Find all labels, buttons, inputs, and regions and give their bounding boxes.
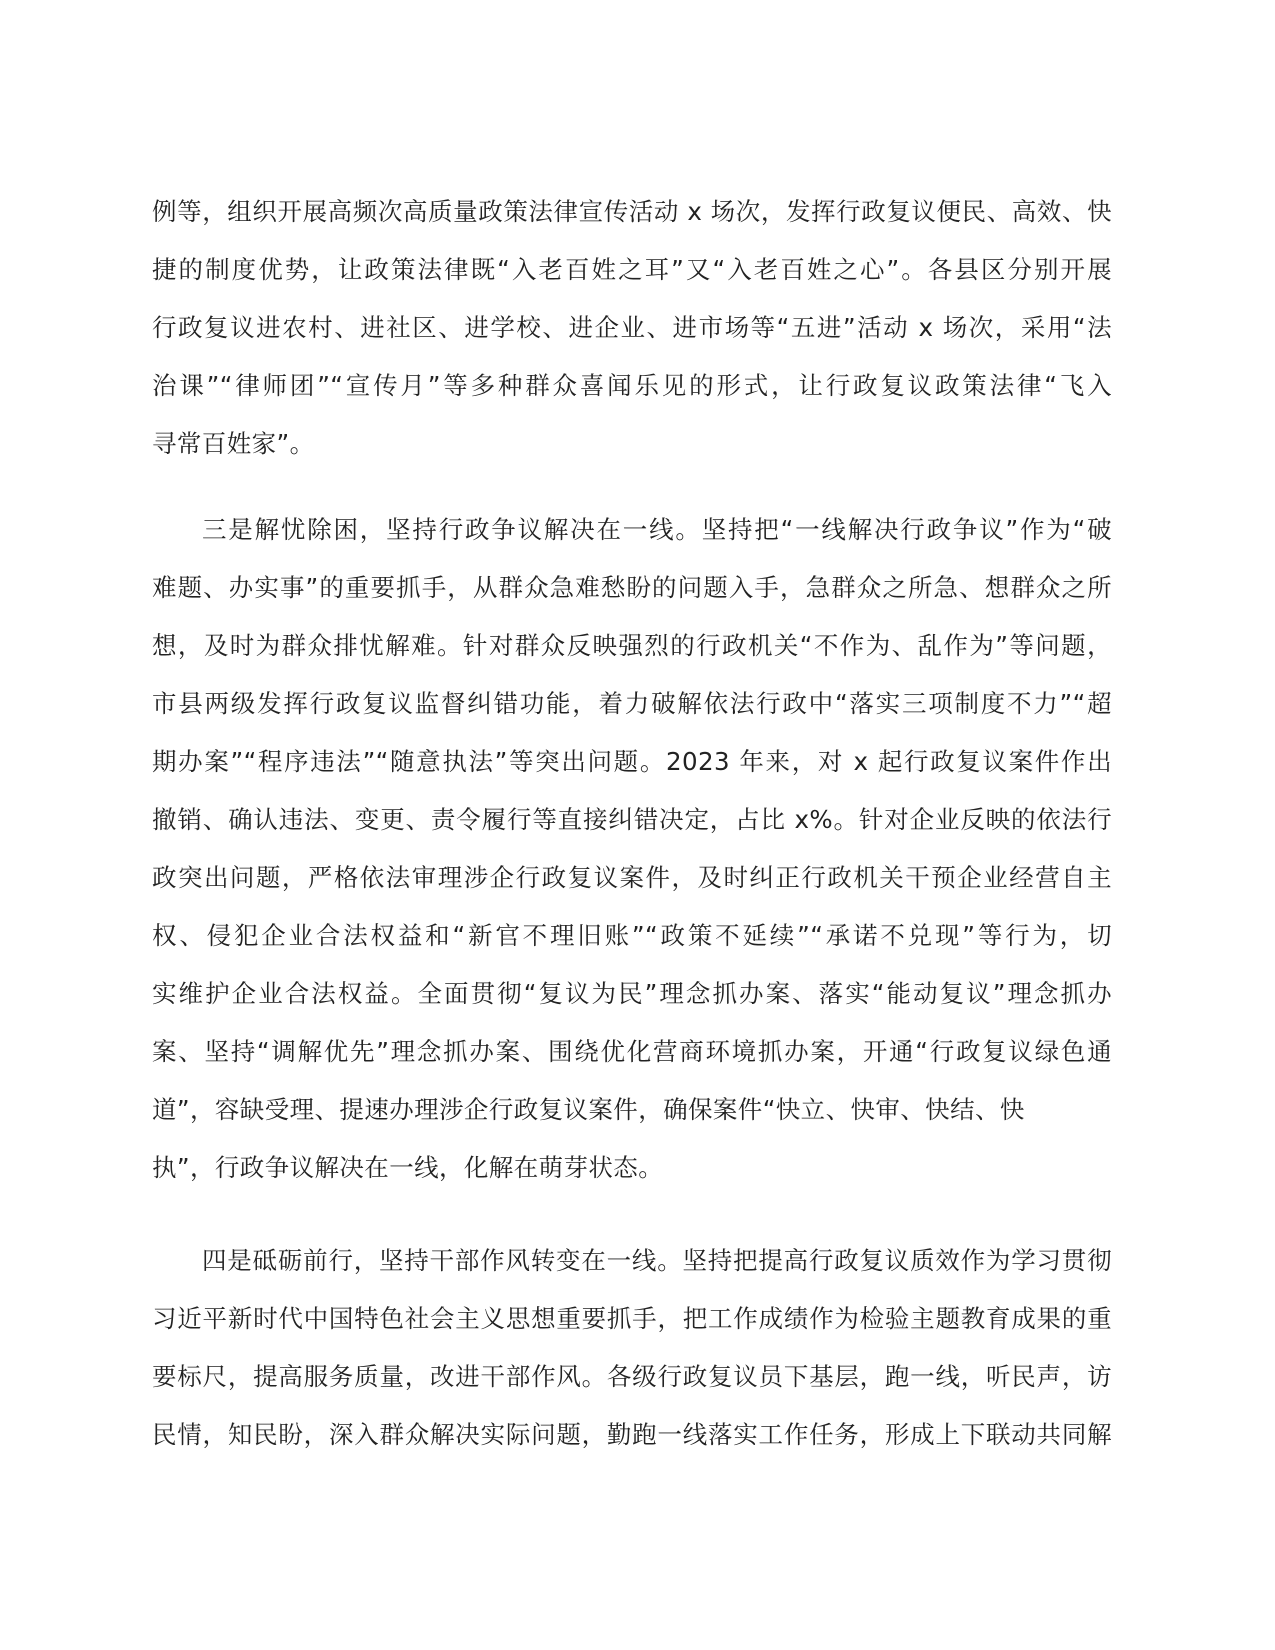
text-line: 政突出问题，严格依法审理涉企行政复议案件，及时纠正行政机关干预企业经营自主: [152, 863, 1112, 892]
text-line: 捷的制度优势，让政策法律既“入老百姓之耳”又“入老百姓之心”。各县区分别开展: [152, 255, 1112, 284]
text-line: 期办案”“程序违法”“随意执法”等突出问题。2023 年来，对 x 起行政复议案件作出: [152, 747, 1112, 776]
text-line: 要标尺，提高服务质量，改进干部作风。各级行政复议员下基层，跑一线，听民声，访: [152, 1362, 1112, 1391]
text-line: 三是解忧除困，坚持行政争议解决在一线。坚持把“一线解决行政争议”作为“破: [202, 515, 1112, 544]
text-line: 习近平新时代中国特色社会主义思想重要抓手，把工作成绩作为检验主题教育成果的重: [152, 1304, 1112, 1333]
text-line: 难题、办实事”的重要抓手，从群众急难愁盼的问题入手，急群众之所急、想群众之所: [152, 573, 1112, 602]
paragraph-point-four: [152, 1232, 1112, 1464]
text-line: 寻常百姓家”。: [152, 429, 315, 458]
text-line: 撤销、确认违法、变更、责令履行等直接纠错决定，占比 x%。针对企业反映的依法行: [152, 805, 1112, 834]
text-line: 治课”“律师团”“宣传月”等多种群众喜闻乐见的形式，让行政复议政策法律“飞入: [152, 371, 1112, 400]
text-line: 行政复议进农村、进社区、进学校、进企业、进市场等“五进”活动 x 场次，采用“法: [152, 313, 1112, 342]
text-line: 案、坚持“调解优先”理念抓办案、围绕优化营商环境抓办案，开通“行政复议绿色通: [152, 1037, 1112, 1066]
text-line: 市县两级发挥行政复议监督纠错功能，着力破解依法行政中“落实三项制度不力”“超: [152, 689, 1112, 718]
text-line: 例等，组织开展高频次高质量政策法律宣传活动 x 场次，发挥行政复议便民、高效、快: [152, 197, 1112, 226]
text-line: 道”，容缺受理、提速办理涉企行政复议案件，确保案件“快立、快审、快结、快: [152, 1095, 1025, 1124]
text-line: 民情，知民盼，深入群众解决实际问题，勤跑一线落实工作任务，形成上下联动共同解: [152, 1420, 1112, 1449]
text-line: 四是砥砺前行，坚持干部作风转变在一线。坚持把提高行政复议质效作为学习贯彻: [202, 1246, 1112, 1275]
text-line: 执”，行政争议解决在一线，化解在萌芽状态。: [152, 1153, 664, 1182]
paragraph-point-three: [152, 501, 1112, 1197]
paragraph-promotion: [152, 183, 1112, 473]
text-line: 权、侵犯企业合法权益和“新官不理旧账”“政策不延续”“承诺不兑现”等行为，切: [152, 921, 1112, 950]
text-line: 实维护企业合法权益。全面贯彻“复议为民”理念抓办案、落实“能动复议”理念抓办: [152, 979, 1112, 1008]
text-line: 想，及时为群众排忧解难。针对群众反映强烈的行政机关“不作为、乱作为”等问题，: [152, 631, 1112, 660]
